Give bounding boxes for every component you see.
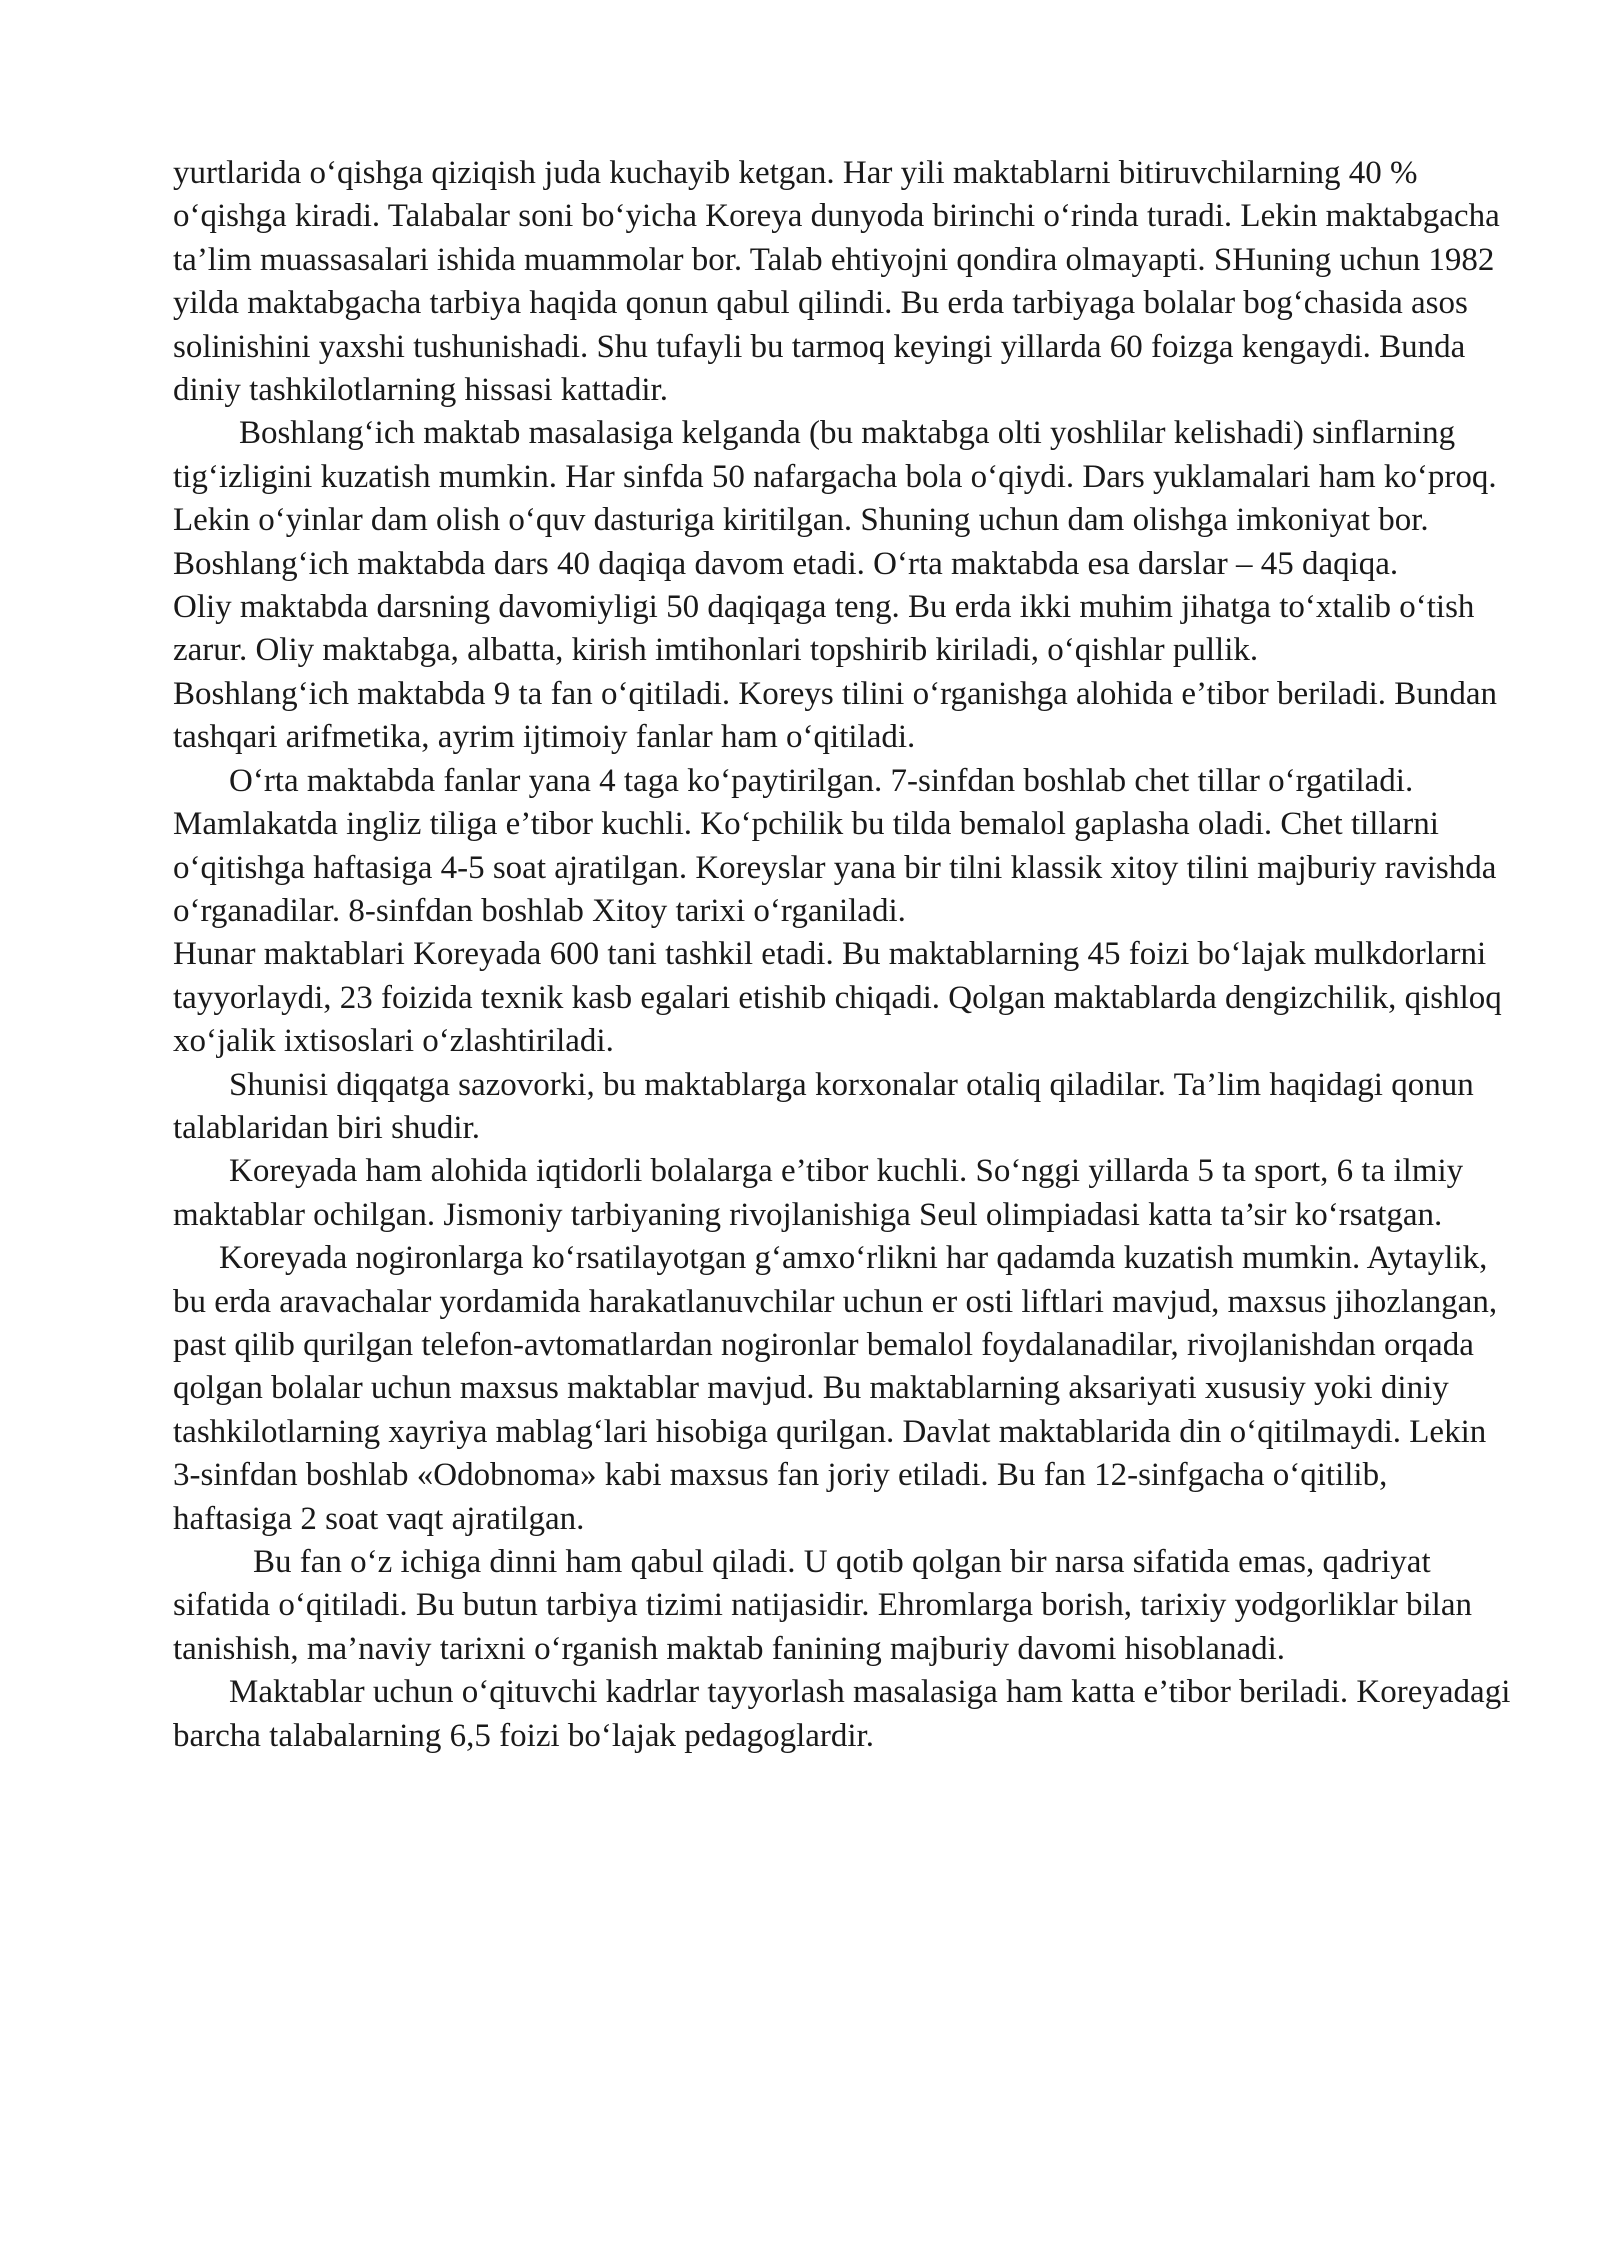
paragraph-lesson-duration: Boshlang‘ich maktabda dars 40 daqiqa davom etadi. O‘rta maktabda esa darslar – 45 daqiqa. — [173, 545, 1399, 582]
paragraph-teacher-training: Maktablar uchun o‘qituvchi kadrlar tayyorlash masalasiga ham katta e’tibor beriladi. Koreyadagi barcha talabalarning 6,5 foizi bo‘lajak pedagoglardir. — [173, 1674, 1511, 1754]
paragraph-disabled-care: Koreyada nogironlarga ko‘rsatilayotgan g‘amxo‘rlikni har qadamda kuzatish mumkin. Aytaylik, bu erda aravachalar yordamida harakatlanuvchilar uchun er osti liftlari mavjud, maxsus jihozlangan, past qilib qurilgan telefon-avtomatlardan nogironlar bemalol foydalanadilar, rivojlanishdan orqada qolgan bolalar uchun maxsus maktablar mavjud. Bu maktablarning aksariyati xususiy yoki diniy tashkilotlarning xayriya mablag‘lari hisobiga qurilgan. Davlat maktablarida din o‘qitilmaydi. Lekin 3-sinfdan boshlab «Odobnoma» kabi maxsus fan joriy etiladi. Bu fan 12-sinfgacha o‘qitilib, haftasiga 2 soat vaqt ajratilgan. — [173, 1240, 1498, 1537]
document-body — [173, 152, 1513, 1758]
paragraph-higher-school: Oliy maktabda darsning davomiyligi 50 daqiqaga teng. Bu erda ikki muhim jihatga to‘xtalib o‘tish zarur. Oliy maktabga, albatta, kirish imtihonlari topshirib kiriladi, o‘qishlar pullik. — [173, 589, 1475, 669]
paragraph-religion-values: Bu fan o‘z ichiga dinni ham qabul qiladi. U qotib qolgan bir narsa sifatida emas, qadriyat sifatida o‘qitiladi. Bu butun tarbiya tizimi natijasidir. Ehromlarga borish, tarixiy yodgorliklar bilan tanishish, ma’naviy tarixni o‘rganish maktab fanining majburiy davomi hisoblanadi. — [173, 1544, 1472, 1667]
paragraph-patronage: Shunisi diqqatga sazovorki, bu maktablarga korxonalar otaliq qiladilar. Ta’lim haqidagi qonun talablaridan biri shudir. — [173, 1066, 1474, 1146]
paragraph-primary-subjects: Boshlang‘ich maktabda 9 ta fan o‘qitiladi. Koreys tilini o‘rganishga alohida e’tibor beriladi. Bundan tashqari arifmetika, ayrim ijtimoiy fanlar ham o‘qitiladi. — [173, 675, 1497, 756]
paragraph-vocational-schools: Hunar maktablari Koreyada 600 tani tashkil etadi. Bu maktablarning 45 foizi bo‘lajak mulkdorlarni tayyorlaydi, 23 foizida texnik kasb egalari etishib chiqadi. Qolgan maktablarda dengizchilik, qishloq xo‘jalik ixtisoslari o‘zlashtiriladi. — [173, 936, 1502, 1060]
paragraph-secondary-subjects: O‘rta maktabda fanlar yana 4 taga ko‘paytirilgan. 7-sinfdan boshlab chet tillar o‘rgatiladi. Mamlakatda ingliz tiliga e’tibor kuchli. Ko‘pchilik bu tilda bemalol gaplasha oladi. Chet tillarni o‘qitishga haftasiga 4-5 soat ajratilgan. Koreyslar yana bir tilni klassik xitoy tilini majburiy ravishda o‘rganadilar. 8-sinfdan boshlab Xitoy tarixi o‘rganiladi. — [173, 762, 1497, 929]
paragraph-gifted-children: Koreyada ham alohida iqtidorli bolalarga e’tibor kuchli. So‘nggi yillarda 5 ta sport, 6 ta ilmiy maktablar ochilgan. Jismoniy tarbiyaning rivojlanishiga Seul olimpiadasi katta ta’sir ko‘rsatgan. — [173, 1153, 1464, 1233]
paragraph-intro: yurtlarida o‘qishga qiziqish juda kuchayib ketgan. Har yili maktablarni bitiruvchilarning 40 % o‘qishga kiradi. Talabalar soni bo‘yicha Koreya dunyoda birinchi o‘rinda turadi. Lekin maktabgacha ta’lim muassasalari ishida muammolar bor. Talab ehtiyojni qondira olmayapti. SHuning uchun 1982 yilda maktabgacha tarbiya haqida qonun qabul qilindi. Bu erda tarbiyaga bolalar bog‘chasida asos solinishini yaxshi tushunishadi. Shu tufayli bu tarmoq keyingi yillarda 60 foizga kengaydi. Bunda diniy tashkilotlarning hissasi kattadir. — [173, 155, 1500, 409]
paragraph-primary-school: Boshlang‘ich maktab masalasiga kelganda (bu maktabga olti yoshlilar kelishadi) sinflarning tig‘izligini kuzatish mumkin. Har sinfda 50 nafargacha bola o‘qiydi. Dars yuklamalari ham ko‘proq. Lekin o‘yinlar dam olish o‘quv dasturiga kiritilgan. Shuning uchun dam olishga imkoniyat bor. — [173, 415, 1497, 539]
